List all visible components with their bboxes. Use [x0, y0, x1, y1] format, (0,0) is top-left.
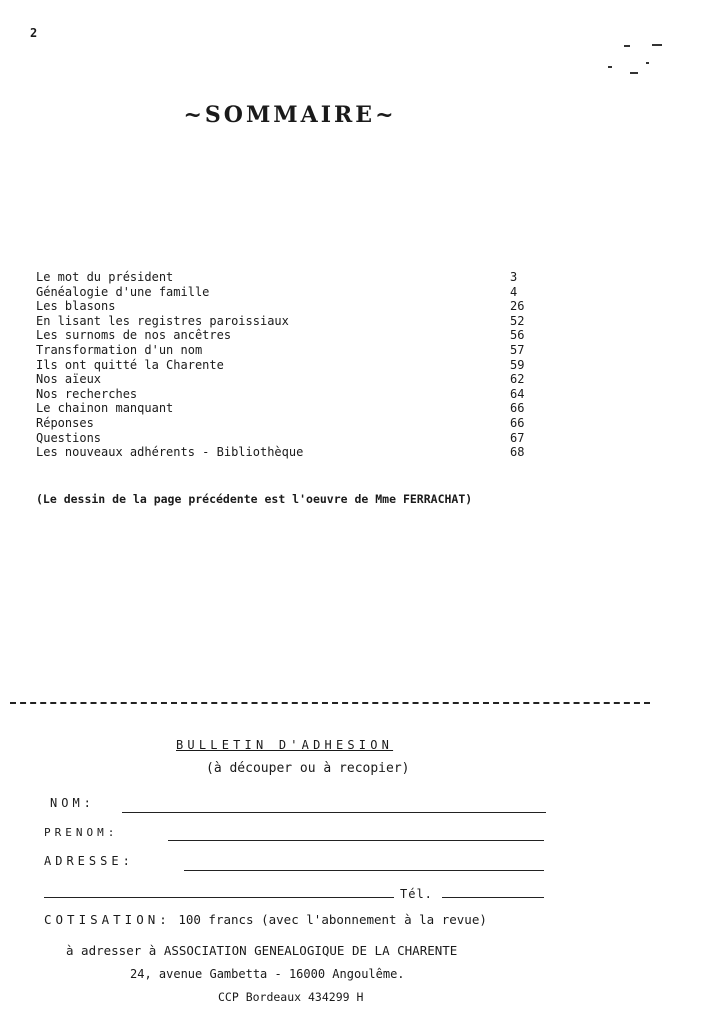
scan-speck: [608, 66, 612, 68]
toc-entry-page: 56: [510, 328, 525, 343]
toc-entry-label: Transformation d'un nom: [36, 342, 203, 357]
mailing-address-line-1: à adresser à ASSOCIATION GENEALOGIQUE DE LA CHARENTE: [66, 943, 458, 958]
adresse-label: ADRESSE:: [44, 854, 134, 868]
toc-entry-page: 68: [510, 445, 525, 460]
adresse-field[interactable]: [184, 870, 544, 871]
toc-entry: [36, 358, 536, 373]
table-of-contents: [36, 270, 536, 460]
toc-entry: [36, 431, 536, 446]
toc-entry-page: 62: [510, 372, 525, 387]
form-subtitle: (à découper ou à recopier): [206, 761, 410, 776]
toc-entry-label: En lisant les registres paroissiaux: [36, 313, 289, 328]
adresse-field-line-2[interactable]: [44, 897, 394, 898]
toc-entry: [36, 314, 536, 329]
toc-entry-label: Réponses: [36, 415, 94, 430]
toc-entry-page: 66: [510, 401, 525, 416]
toc-entry-page: 66: [510, 415, 525, 430]
tel-field[interactable]: [442, 897, 544, 898]
cotisation-text: 100 francs (avec l'abonnement à la revue): [178, 912, 487, 927]
toc-entry: [36, 343, 536, 358]
toc-entry-label: Les surnoms de nos ancêtres: [36, 328, 232, 343]
toc-entry-page: 64: [510, 386, 525, 401]
toc-entry-label: Nos aïeux: [36, 372, 102, 387]
toc-entry: [36, 270, 536, 285]
toc-entry-label: Les nouveaux adhérents - Bibliothèque: [36, 445, 304, 460]
scan-speck: [652, 44, 662, 46]
toc-entry-page: 67: [510, 430, 525, 445]
nom-label: NOM:: [50, 796, 95, 810]
toc-entry-page: 26: [510, 299, 525, 314]
toc-entry-label: Questions: [36, 430, 102, 445]
cotisation-label: COTISATION:: [44, 912, 171, 927]
scan-speck: [646, 62, 649, 64]
tel-label: Tél.: [400, 887, 433, 901]
nom-field[interactable]: [122, 812, 546, 813]
toc-entry-label: Le chainon manquant: [36, 401, 174, 416]
toc-entry: [36, 401, 536, 416]
form-title: BULLETIN D'ADHESION: [176, 738, 394, 752]
prenom-field[interactable]: [168, 840, 544, 841]
toc-entry: [36, 445, 536, 460]
toc-entry-page: 59: [510, 357, 525, 372]
toc-entry-label: Les blasons: [36, 299, 116, 314]
page-title: ~SOMMAIRE~: [183, 102, 397, 128]
toc-entry: [36, 372, 536, 387]
toc-entry: [36, 328, 536, 343]
toc-entry-page: 57: [510, 342, 525, 357]
cut-line: [10, 702, 650, 704]
illustration-credit: (Le dessin de la page précédente est l'oeuvre de Mme FERRACHAT): [36, 492, 473, 506]
toc-entry: [36, 299, 536, 314]
scan-speck: [630, 72, 638, 74]
prenom-label: PRENOM:: [44, 826, 119, 839]
mailing-address-line-3: CCP Bordeaux 434299 H: [218, 990, 364, 1004]
toc-entry-page: 4: [510, 284, 518, 299]
toc-entry: [36, 416, 536, 431]
cotisation-line: [44, 912, 487, 927]
toc-entry-page: 52: [510, 313, 525, 328]
toc-entry: [36, 285, 536, 300]
toc-entry-label: Généalogie d'une famille: [36, 284, 210, 299]
page-number: 2: [30, 26, 38, 40]
mailing-address-line-2: 24, avenue Gambetta - 16000 Angoulême.: [130, 967, 405, 981]
scan-speck: [624, 45, 630, 47]
toc-entry-page: 3: [510, 270, 518, 284]
toc-entry-label: Ils ont quitté la Charente: [36, 357, 224, 372]
toc-entry-label: Nos recherches: [36, 386, 138, 401]
toc-entry: [36, 387, 536, 402]
toc-entry-label: Le mot du président: [36, 270, 174, 284]
